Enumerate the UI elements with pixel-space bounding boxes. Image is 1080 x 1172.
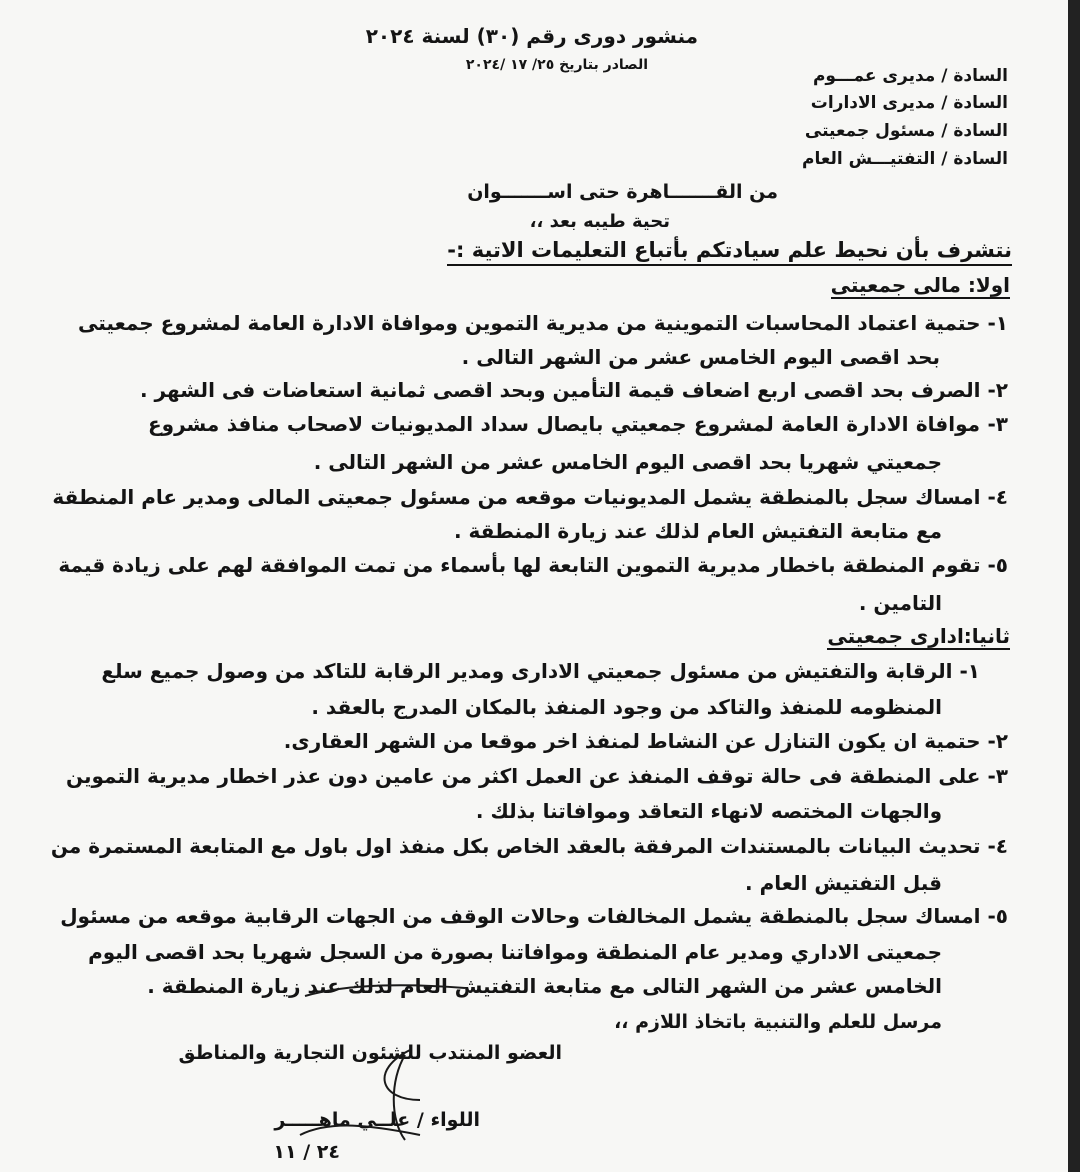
instruction-line: ٢- حتمية ان يكون التنازل عن النشاط لمنفذ اخر موقعا من الشهر العقارى. — [283, 729, 1008, 753]
section-financial-title: اولا: مالى جمعيتى — [830, 273, 1010, 297]
signatory-role: العضو المنتدب للشئون التجارية والمناطق — [178, 1042, 562, 1064]
signature-scribble — [240, 1040, 440, 1163]
addressee-line: السادة / مديرى عمـــوم — [812, 66, 1008, 86]
instruction-line: ٤- امساك سجل بالمنطقة يشمل المديونيات موقعه من مسئول جمعيتى المالى ومدير عام المنطقة — [52, 485, 1008, 509]
instruction-line: مع متابعة التفتيش العام لذلك عند زيارة المنطقة . — [453, 519, 942, 543]
instruction-line: جمعيتي شهريا بحد اقصى اليوم الخامس عشر من الشهر التالى . — [313, 450, 942, 474]
circular-title: منشور دورى رقم (٣٠) لسنة ٢٠٢٤ — [365, 24, 698, 48]
closing-line: مرسل للعلم والتنبية باتخاذ اللازم ،، — [614, 1011, 942, 1033]
scan-edge — [1068, 0, 1080, 1172]
instruction-line: ٥- امساك سجل بالمنطقة يشمل المخالفات وحالات الوقف من الجهات الرقابية موقعه من مسئول — [60, 904, 1008, 928]
instruction-line: والجهات المختصه لانهاء التعاقد وموافاتنا بذلك . — [475, 799, 942, 823]
instruction-line: التامين . — [858, 591, 942, 615]
route-line: من القـــــــاهرة حتى اســـــــوان — [467, 181, 778, 203]
instruction-line: جمعيتى الاداري ومدير عام المنطقة وموافاتنا بصورة من السجل شهريا بحد اقصى اليوم — [88, 940, 942, 964]
instruction-line: ٣- على المنطقة فى حالة توقف المنفذ عن العمل اكثر من عامين دون عذر اخطار مديرية التموين — [66, 764, 1008, 788]
handwritten-underline — [300, 974, 470, 1004]
signatory-name: اللواء / علــي ماهـــــر — [274, 1109, 480, 1131]
addressee-line: السادة / التفتيـــش العام — [802, 149, 1008, 169]
instruction-line: ٣- موافاة الادارة العامة لمشروع جمعيتي بايصال سداد المديونيات لاصحاب منافذ مشروع — [148, 412, 1008, 436]
instruction-line: قبل التفتيش العام . — [745, 871, 942, 895]
instruction-line: ١- الرقابة والتفتيش من مسئول جمعيتي الادارى ومدير الرقابة للتاكد من وصول جميع سلع — [101, 659, 980, 683]
instruction-line: ٤- تحديث البيانات بالمستندات المرفقة بالعقد الخاص بكل منفذ اول باول مع المتابعة المستمرة من — [50, 834, 1008, 858]
instruction-line: ١- حتمية اعتماد المحاسبات التموينية من مديرية التموين وموافاة الادارة العامة لمشروع جمعيتى — [78, 311, 1008, 335]
issue-date: الصادر بتاريخ ٢٥/ ١٧ /٢٠٢٤ — [465, 57, 648, 73]
instruction-line: بحد اقصى اليوم الخامس عشر من الشهر التالى . — [461, 345, 940, 369]
instruction-line: الخامس عشر من الشهر التالى مع متابعة التفتيش العام لذلك عند زيارة المنطقة . — [147, 974, 942, 998]
section-administrative-title: ثانيا:ادارى جمعيتى — [827, 624, 1010, 648]
intro-line: نتشرف بأن نحيط علم سيادتكم بأتباع التعليمات الاتية :- — [447, 240, 1012, 266]
instruction-line: ٥- تقوم المنطقة باخطار مديرية التموين التابعة لها بأسماء من تمت الموافقة لهم على زيادة قيمة — [58, 553, 1008, 577]
instruction-line: ٢- الصرف بحد اقصى اربع اضعاف قيمة التأمين وبحد اقصى ثمانية استعاضات فى الشهر . — [140, 378, 1008, 402]
salutation: تحية طيبه بعد ،، — [529, 211, 670, 232]
addressee-line: السادة / مديرى الادارات — [810, 93, 1008, 113]
signature-date: ٢٤ / ١١ — [273, 1141, 340, 1163]
addressee-line: السادة / مسئول جمعيتى — [804, 121, 1008, 141]
instruction-line: المنظومه للمنفذ والتاكد من وجود المنفذ بالمكان المدرج بالعقد . — [311, 695, 942, 719]
